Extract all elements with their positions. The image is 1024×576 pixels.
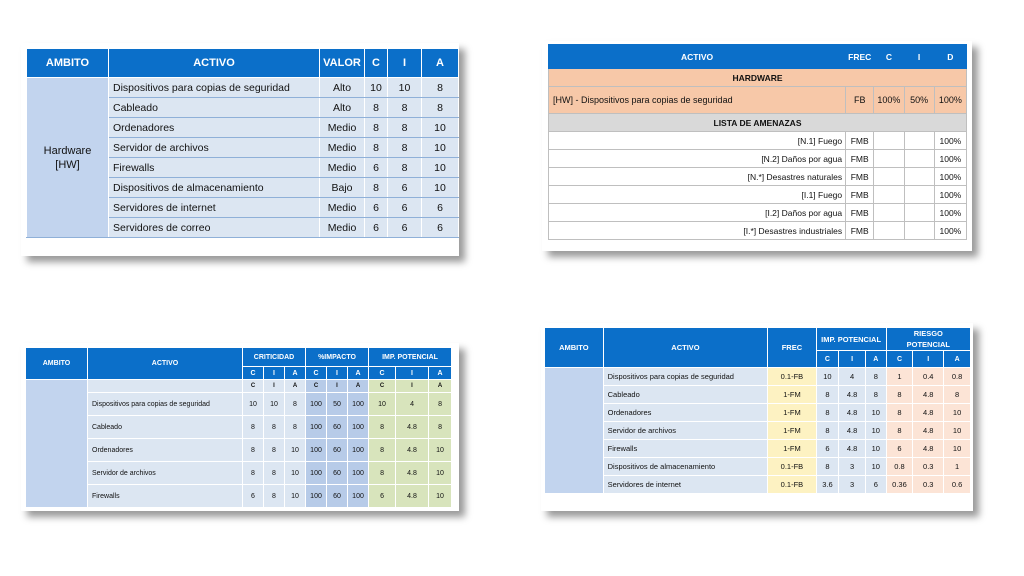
value-cell: 10 [429, 439, 452, 462]
asset-name: Servidor de archivos [88, 462, 243, 485]
col-header-a: A [422, 49, 459, 78]
value-cell: 4.8 [913, 386, 944, 404]
impact-table-card [21, 343, 459, 511]
value-cell: 8 [243, 462, 264, 485]
value-cell: 10 [429, 485, 452, 508]
value-cell: 8 [886, 386, 913, 404]
asset-c: 6 [365, 198, 388, 218]
value-cell: 8 [886, 404, 913, 422]
asset-valor: Bajo [320, 178, 365, 198]
col-header-potencial: IMP. POTENCIAL [816, 328, 886, 351]
value-cell: 3 [839, 476, 866, 494]
value-cell: 8 [429, 393, 452, 416]
value-cell: 10 [285, 485, 306, 508]
value-cell: 0.4 [913, 368, 944, 386]
asset-valor: Medio [320, 198, 365, 218]
value-cell: 0.36 [886, 476, 913, 494]
sub-header: A [865, 351, 886, 368]
asset-a: 6 [422, 218, 459, 238]
asset-name: Dispositivos de almacenamiento [603, 458, 768, 476]
risk-table-card [541, 323, 973, 511]
asset-i: 6 [388, 218, 422, 238]
value-cell: 10 [865, 440, 886, 458]
value-cell: 8 [285, 416, 306, 439]
sub-label: C [306, 380, 327, 393]
sub-label: I [327, 380, 348, 393]
value-cell: 10 [865, 422, 886, 440]
value-cell: 60 [327, 485, 348, 508]
value-cell: 10 [243, 393, 264, 416]
asset-valor: Medio [320, 138, 365, 158]
col-header-activo: ACTIVO [88, 348, 243, 380]
asset-name: Ordenadores [603, 404, 768, 422]
value-cell: 4 [839, 368, 866, 386]
value-cell: 10 [429, 462, 452, 485]
asset-frec: 0.1-FB [768, 458, 816, 476]
threat-d: 100% [934, 150, 966, 168]
threat-c [874, 150, 904, 168]
threat-d: 100% [934, 168, 966, 186]
sub-label: I [396, 380, 429, 393]
asset-c: 6 [365, 218, 388, 238]
asset-frec: 1-FM [768, 386, 816, 404]
value-cell: 8 [816, 458, 839, 476]
value-cell: 100 [348, 393, 369, 416]
asset-name: Servidores de internet [603, 476, 768, 494]
asset-c: 8 [365, 138, 388, 158]
value-cell: 0.3 [913, 458, 944, 476]
threat-c [874, 186, 904, 204]
col-header-d: D [934, 45, 966, 69]
value-cell: 60 [327, 439, 348, 462]
table-row [545, 368, 971, 386]
asset-i: 6 [388, 178, 422, 198]
risk-table [544, 327, 971, 494]
sub-header: I [264, 367, 285, 380]
asset-name: Firewalls [88, 485, 243, 508]
value-cell: 4.8 [396, 462, 429, 485]
value-cell: 10 [264, 393, 285, 416]
value-cell: 8 [816, 404, 839, 422]
asset-frec: 1-FM [768, 404, 816, 422]
threat-frec: FMB [846, 204, 874, 222]
table-row [545, 422, 971, 440]
threat-frec: FMB [846, 222, 874, 240]
sub-header: I [839, 351, 866, 368]
asset-i: 8 [388, 158, 422, 178]
value-cell: 10 [369, 393, 396, 416]
value-cell: 10 [944, 404, 971, 422]
value-cell: 100 [348, 485, 369, 508]
table-row [26, 439, 452, 462]
value-cell: 8 [243, 439, 264, 462]
table-row [26, 485, 452, 508]
table-row [545, 404, 971, 422]
sub-label: A [429, 380, 452, 393]
asset-frec: 0.1-FB [768, 476, 816, 494]
value-cell: 10 [944, 440, 971, 458]
sub-label: C [243, 380, 264, 393]
asset-i: 8 [388, 98, 422, 118]
asset-i: 8 [388, 138, 422, 158]
value-cell: 3.6 [816, 476, 839, 494]
value-cell: 10 [285, 439, 306, 462]
hw-asset-c: 100% [874, 87, 904, 114]
impact-table [25, 347, 452, 508]
threat-i [904, 132, 934, 150]
asset-name: Ordenadores [109, 118, 320, 138]
col-header-i: I [388, 49, 422, 78]
threat-name: [I.*] Desastres industriales [549, 222, 846, 240]
asset-a: 6 [422, 198, 459, 218]
col-header-valor: VALOR [320, 49, 365, 78]
hw-asset-d: 100% [934, 87, 966, 114]
value-cell: 100 [348, 462, 369, 485]
value-cell: 8 [369, 416, 396, 439]
asset-name: Servidores de correo [109, 218, 320, 238]
asset-name: Dispositivos para copias de seguridad [603, 368, 768, 386]
asset-a: 10 [422, 118, 459, 138]
value-cell: 4.8 [913, 404, 944, 422]
asset-valor: Medio [320, 158, 365, 178]
value-cell: 8 [243, 416, 264, 439]
value-cell: 60 [327, 416, 348, 439]
value-cell: 10 [865, 458, 886, 476]
asset-i: 10 [388, 78, 422, 98]
threat-name: [N.2] Daños por agua [549, 150, 846, 168]
value-cell: 8 [264, 416, 285, 439]
sub-header: C [816, 351, 839, 368]
col-header-activo: ACTIVO [109, 49, 320, 78]
asset-frec: 1-FM [768, 440, 816, 458]
asset-name: Firewalls [109, 158, 320, 178]
value-cell: 0.8 [944, 368, 971, 386]
col-header-i: I [904, 45, 934, 69]
threat-i [904, 222, 934, 240]
value-cell: 3 [839, 458, 866, 476]
sub-label: I [264, 380, 285, 393]
threat-d: 100% [934, 132, 966, 150]
value-cell: 8 [816, 422, 839, 440]
threat-frec: FMB [846, 186, 874, 204]
col-header-impacto: %IMPACTO [306, 348, 369, 367]
threat-d: 100% [934, 222, 966, 240]
value-cell: 8 [865, 368, 886, 386]
value-cell: 10 [944, 422, 971, 440]
value-cell: 100 [306, 462, 327, 485]
threat-d: 100% [934, 204, 966, 222]
threat-c [874, 168, 904, 186]
asset-valor: Alto [320, 78, 365, 98]
section-hardware: HARDWARE [549, 69, 967, 87]
asset-c: 6 [365, 158, 388, 178]
value-cell: 100 [306, 416, 327, 439]
table-row [545, 458, 971, 476]
value-cell: 10 [865, 404, 886, 422]
value-cell: 100 [348, 416, 369, 439]
table-row [545, 476, 971, 494]
value-cell: 8 [285, 393, 306, 416]
threat-name: [I.2] Daños por agua [549, 204, 846, 222]
value-cell: 6 [865, 476, 886, 494]
value-cell: 8 [369, 439, 396, 462]
value-cell: 1 [886, 368, 913, 386]
ambito-cell [26, 380, 88, 508]
hw-asset-name: [HW] - Dispositivos para copias de seguridad [549, 87, 846, 114]
sub-header: A [429, 367, 452, 380]
threat-name: [N.1] Fuego [549, 132, 846, 150]
threat-name: [I.1] Fuego [549, 186, 846, 204]
value-cell: 0.6 [944, 476, 971, 494]
threat-row [549, 222, 967, 240]
col-header-activo: ACTIVO [549, 45, 846, 69]
col-header-riesgo: RIESGO POTENCIAL [886, 328, 970, 351]
value-cell: 8 [429, 416, 452, 439]
value-cell: 8 [264, 462, 285, 485]
value-cell: 10 [816, 368, 839, 386]
value-cell: 8 [944, 386, 971, 404]
value-cell: 8 [264, 485, 285, 508]
value-cell: 100 [306, 485, 327, 508]
col-header-potencial: IMP. POTENCIAL [369, 348, 452, 367]
table-row [26, 416, 452, 439]
asset-frec: 1-FM [768, 422, 816, 440]
threat-row [549, 168, 967, 186]
value-cell: 100 [306, 393, 327, 416]
asset-name: Firewalls [603, 440, 768, 458]
asset-name: Servidor de archivos [603, 422, 768, 440]
sub-header: C [369, 367, 396, 380]
threat-i [904, 168, 934, 186]
threat-row [549, 132, 967, 150]
valuation-table-card [21, 43, 459, 256]
asset-name: Cableado [109, 98, 320, 118]
col-header-c: C [365, 49, 388, 78]
asset-a: 10 [422, 158, 459, 178]
threat-c [874, 204, 904, 222]
threat-row [549, 186, 967, 204]
value-cell: 4.8 [839, 404, 866, 422]
asset-c: 10 [365, 78, 388, 98]
threat-name: [N.*] Desastres naturales [549, 168, 846, 186]
col-header-frec: FREC [846, 45, 874, 69]
asset-name: Cableado [603, 386, 768, 404]
sub-header: C [886, 351, 913, 368]
value-cell: 8 [865, 386, 886, 404]
threat-frec: FMB [846, 168, 874, 186]
asset-name: Ordenadores [88, 439, 243, 462]
section-amenazas: LISTA DE AMENAZAS [549, 114, 967, 132]
value-cell: 10 [285, 462, 306, 485]
value-cell: 4.8 [396, 439, 429, 462]
asset-a: 8 [422, 78, 459, 98]
asset-name: Dispositivos para copias de seguridad [109, 78, 320, 98]
asset-name: Dispositivos de almacenamiento [109, 178, 320, 198]
asset-i: 8 [388, 118, 422, 138]
asset-c: 8 [365, 178, 388, 198]
value-cell: 4.8 [913, 440, 944, 458]
col-header-ambito: AMBITO [27, 49, 109, 78]
asset-valor: Medio [320, 218, 365, 238]
sub-label: C [369, 380, 396, 393]
col-header-activo: ACTIVO [603, 328, 768, 368]
asset-name: Dispositivos para copias de seguridad [88, 393, 243, 416]
sub-header: C [306, 367, 327, 380]
asset-a: 10 [422, 138, 459, 158]
sub-label: A [285, 380, 306, 393]
value-cell: 6 [243, 485, 264, 508]
value-cell: 4.8 [839, 440, 866, 458]
sub-header: A [944, 351, 971, 368]
sub-header: I [913, 351, 944, 368]
col-header-frec: FREC [768, 328, 816, 368]
value-cell: 60 [327, 462, 348, 485]
value-cell: 8 [816, 386, 839, 404]
asset-name: Servidor de archivos [109, 138, 320, 158]
valuation-table [26, 48, 459, 238]
ambito-cell [545, 368, 604, 494]
threat-i [904, 204, 934, 222]
table-row [27, 78, 459, 98]
table-row [545, 440, 971, 458]
threat-row [549, 204, 967, 222]
threats-table [548, 44, 967, 240]
asset-name: Servidores de internet [109, 198, 320, 218]
sub-header: C [243, 367, 264, 380]
asset-c: 8 [365, 98, 388, 118]
value-cell: 4 [396, 393, 429, 416]
table-row [26, 462, 452, 485]
sub-header: A [285, 367, 306, 380]
value-cell: 6 [816, 440, 839, 458]
threat-d: 100% [934, 186, 966, 204]
threat-i [904, 150, 934, 168]
asset-valor: Alto [320, 98, 365, 118]
sub-label: A [348, 380, 369, 393]
threat-row [549, 150, 967, 168]
value-cell: 1 [944, 458, 971, 476]
asset-valor: Medio [320, 118, 365, 138]
sub-header: I [327, 367, 348, 380]
table-row [26, 393, 452, 416]
col-header-c: C [874, 45, 904, 69]
value-cell: 8 [369, 462, 396, 485]
value-cell: 100 [348, 439, 369, 462]
hw-asset-i: 50% [904, 87, 934, 114]
threat-frec: FMB [846, 132, 874, 150]
threat-i [904, 186, 934, 204]
value-cell: 4.8 [396, 485, 429, 508]
asset-frec: 0.1-FB [768, 368, 816, 386]
value-cell: 4.8 [913, 422, 944, 440]
value-cell: 4.8 [839, 422, 866, 440]
threat-frec: FMB [846, 150, 874, 168]
sub-header: A [348, 367, 369, 380]
value-cell: 8 [886, 422, 913, 440]
value-cell: 6 [886, 440, 913, 458]
col-header-ambito: AMBITO [545, 328, 604, 368]
value-cell: 0.8 [886, 458, 913, 476]
ambito-cell: Hardware [HW] [27, 78, 109, 238]
threat-c [874, 222, 904, 240]
threat-c [874, 132, 904, 150]
col-header-criticidad: CRITICIDAD [243, 348, 306, 367]
value-cell: 100 [306, 439, 327, 462]
blank-cell [88, 380, 243, 393]
asset-a: 10 [422, 178, 459, 198]
value-cell: 4.8 [839, 386, 866, 404]
asset-a: 8 [422, 98, 459, 118]
value-cell: 50 [327, 393, 348, 416]
value-cell: 4.8 [396, 416, 429, 439]
hw-asset-frec: FB [846, 87, 874, 114]
col-header-ambito: AMBITO [26, 348, 88, 380]
sub-header: I [396, 367, 429, 380]
value-cell: 6 [369, 485, 396, 508]
asset-c: 8 [365, 118, 388, 138]
value-cell: 8 [264, 439, 285, 462]
asset-i: 6 [388, 198, 422, 218]
threats-table-card [542, 41, 972, 251]
value-cell: 0.3 [913, 476, 944, 494]
table-row [545, 386, 971, 404]
asset-name: Cableado [88, 416, 243, 439]
